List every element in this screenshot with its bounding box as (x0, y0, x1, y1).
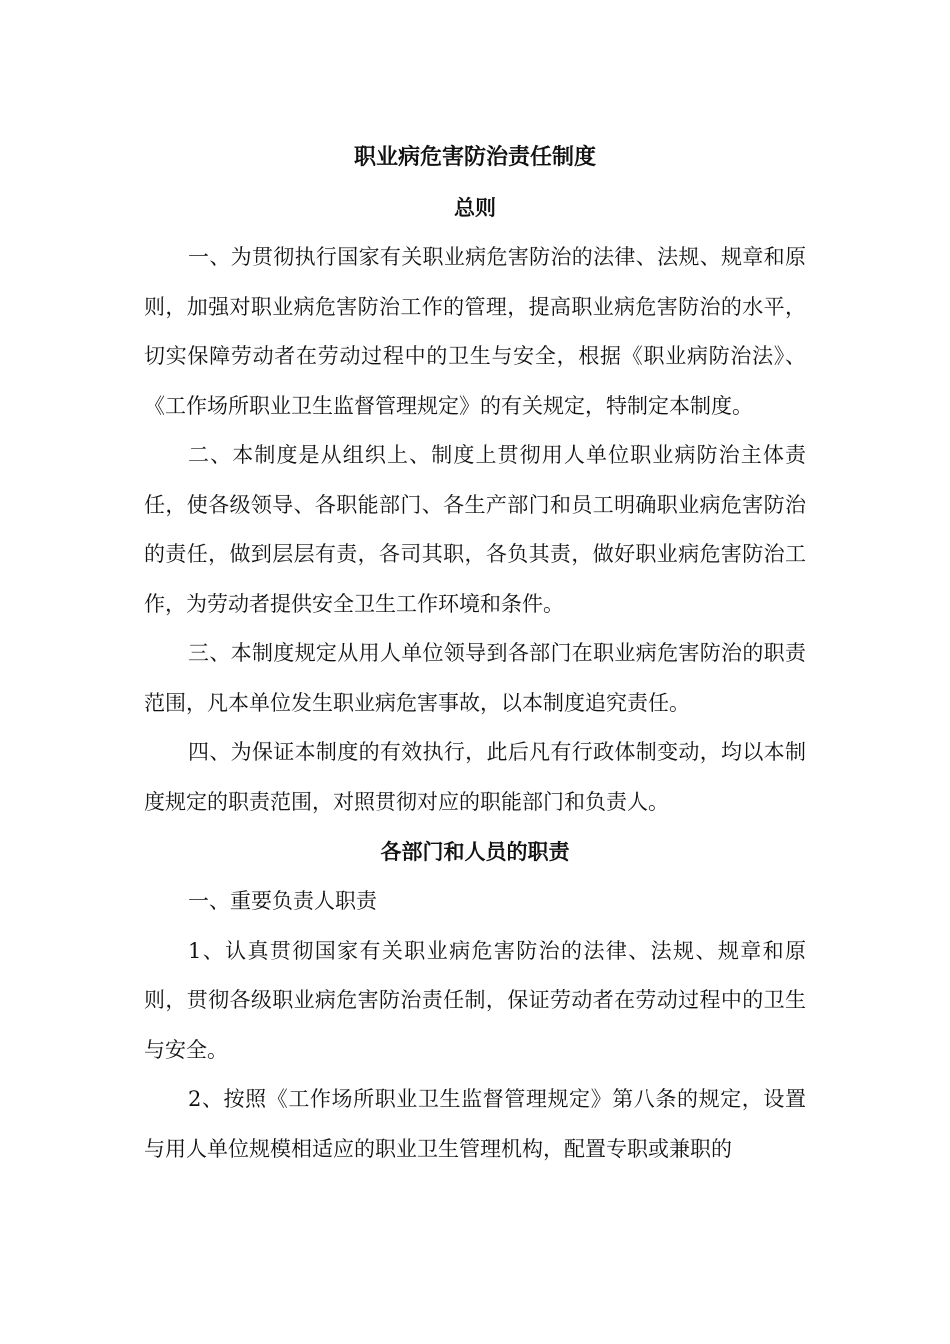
section-heading-duties: 各部门和人员的职责 (380, 840, 570, 864)
paragraph-duty-2: 2、按照《工作场所职业卫生监督管理规定》第八条的规定，设置与用人单位规模相适应的职业卫生管理机构，配置专职或兼职的 (144, 1087, 806, 1161)
paragraph-general-3: 三、本制度规定从用人单位领导到各部门在职业病危害防治的职责范围，凡本单位发生职业病危害事故，以本制度追究责任。 (144, 641, 806, 715)
paragraph-general-2: 二、本制度是从组织上、制度上贯彻用人单位职业病防治主体责任，使各级领导、各职能部门、各生产部门和员工明确职业病危害防治的责任，做到层层有责，各司其职，各负其责，做好职业病危害防治工作，为劳动者提供安全卫生工作环境和条件。 (144, 443, 806, 616)
section-heading-general: 总则 (454, 196, 496, 220)
document-title: 职业病危害防治责任制度 (353, 145, 596, 170)
paragraph-duty-1: 1、认真贯彻国家有关职业病危害防治的法律、法规、规章和原则，贯彻各级职业病危害防治责任制，保证劳动者在劳动过程中的卫生与安全。 (144, 938, 806, 1062)
paragraph-general-1: 一、为贯彻执行国家有关职业病危害防治的法律、法规、规章和原则，加强对职业病危害防治工作的管理，提高职业病危害防治的水平，切实保障劳动者在劳动过程中的卫生与安全，根据《职业病防治法》、《工作场所职业卫生监督管理规定》的有关规定，特制定本制度。 (144, 245, 806, 418)
paragraph-general-4: 四、为保证本制度的有效执行，此后凡有行政体制变动，均以本制度规定的职责范围，对照贯彻对应的职能部门和负责人。 (144, 740, 806, 814)
document-body (144, 133, 806, 1174)
subheading-principal-duties: 一、重要负责人职责 (188, 889, 377, 913)
